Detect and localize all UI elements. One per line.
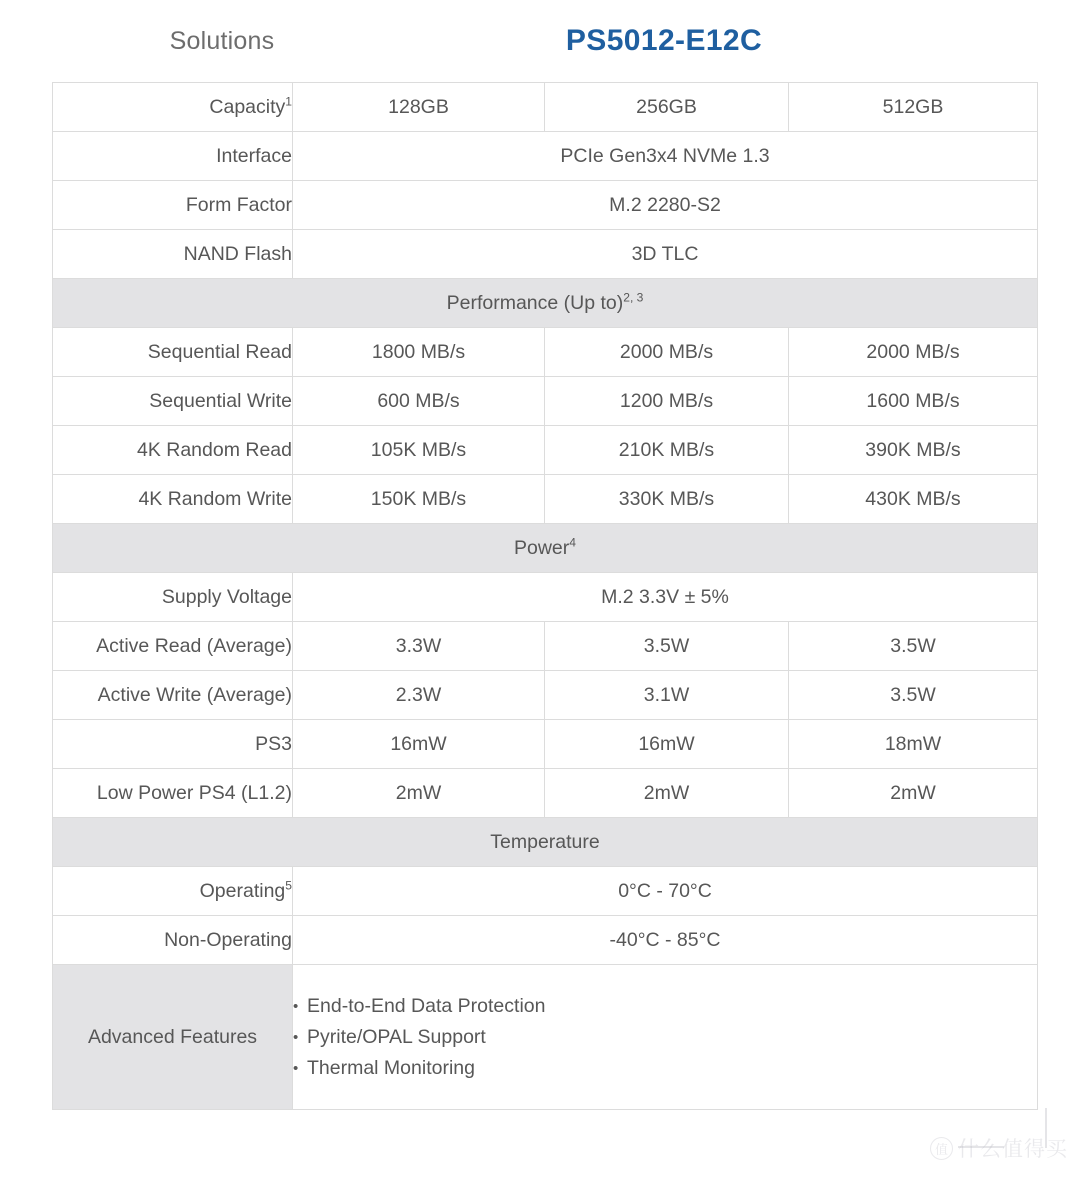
row-label-interface: Interface xyxy=(53,132,293,181)
low-power-ps4-128: 2mW xyxy=(293,769,545,818)
table-row-4k-random-write xyxy=(53,475,1038,524)
table-row-supply-voltage xyxy=(53,573,1038,622)
row-label-advanced-features: Advanced Features xyxy=(53,965,293,1110)
sequential-read-256: 2000 MB/s xyxy=(545,328,789,377)
section-header-power-text: Power xyxy=(514,536,570,559)
page-header xyxy=(0,0,1080,82)
table-row-advanced-features xyxy=(53,965,1038,1110)
ps3-128: 16mW xyxy=(293,720,545,769)
table-row-ps3 xyxy=(53,720,1038,769)
footnote-marker-4: 4 xyxy=(569,535,576,549)
row-label-sequential-write: Sequential Write xyxy=(53,377,293,426)
row-label-operating-text: Operating xyxy=(199,879,286,902)
row-label-capacity xyxy=(53,83,293,132)
row-label-nand-flash: NAND Flash xyxy=(53,230,293,279)
watermark-badge-icon: 值 xyxy=(930,1137,953,1160)
row-label-form-factor: Form Factor xyxy=(53,181,293,230)
footnote-marker-1: 1 xyxy=(285,94,292,108)
section-header-performance-text: Performance (Up to) xyxy=(446,291,624,314)
list-item: • Pyrite/OPAL Support xyxy=(293,1022,1037,1053)
watermark-text: 什么值得买 xyxy=(958,1137,1068,1161)
solutions-label: Solutions xyxy=(169,26,275,55)
row-label-active-write: Active Write (Average) xyxy=(53,671,293,720)
active-read-128: 3.3W xyxy=(293,622,545,671)
operating-temperature-value: 0°C - 70°C xyxy=(293,867,1038,916)
non-operating-temperature-value: -40°C - 85°C xyxy=(293,916,1038,965)
table-row-sequential-write xyxy=(53,377,1038,426)
advanced-features-list xyxy=(293,991,1037,1084)
watermark xyxy=(930,1133,1068,1163)
form-factor-value: M.2 2280-S2 xyxy=(293,181,1038,230)
row-label-operating xyxy=(53,867,293,916)
active-write-128: 2.3W xyxy=(293,671,545,720)
active-read-256: 3.5W xyxy=(545,622,789,671)
nand-flash-value: 3D TLC xyxy=(293,230,1038,279)
table-row-form-factor xyxy=(53,181,1038,230)
sequential-write-512: 1600 MB/s xyxy=(789,377,1038,426)
table-row-sequential-read xyxy=(53,328,1038,377)
capacity-value-256: 256GB xyxy=(545,83,789,132)
low-power-ps4-512: 2mW xyxy=(789,769,1038,818)
sequential-write-256: 1200 MB/s xyxy=(545,377,789,426)
capacity-value-512: 512GB xyxy=(789,83,1038,132)
row-label-capacity-text: Capacity xyxy=(209,95,286,118)
4k-random-write-256: 330K MB/s xyxy=(545,475,789,524)
sequential-read-512: 2000 MB/s xyxy=(789,328,1038,377)
table-row-capacity xyxy=(53,83,1038,132)
row-label-supply-voltage: Supply Voltage xyxy=(53,573,293,622)
ps3-512: 18mW xyxy=(789,720,1038,769)
table-row-interface xyxy=(53,132,1038,181)
table-row-nand-flash xyxy=(53,230,1038,279)
ps3-256: 16mW xyxy=(545,720,789,769)
watermark-bracket-horizontal xyxy=(958,1146,1004,1148)
active-write-512: 3.5W xyxy=(789,671,1038,720)
row-label-ps3: PS3 xyxy=(53,720,293,769)
row-label-4k-random-read: 4K Random Read xyxy=(53,426,293,475)
footnote-marker-2-3: 2, 3 xyxy=(623,290,644,304)
capacity-value-128: 128GB xyxy=(293,83,545,132)
table-row-low-power-ps4 xyxy=(53,769,1038,818)
interface-value: PCIe Gen3x4 NVMe 1.3 xyxy=(293,132,1038,181)
table-row-non-operating xyxy=(53,916,1038,965)
sequential-read-128: 1800 MB/s xyxy=(293,328,545,377)
active-write-256: 3.1W xyxy=(545,671,789,720)
supply-voltage-value: M.2 3.3V ± 5% xyxy=(293,573,1038,622)
section-header-performance xyxy=(53,279,1038,328)
4k-random-write-128: 150K MB/s xyxy=(293,475,545,524)
section-header-temperature: Temperature xyxy=(53,818,1038,867)
page-title: PS5012-E12C xyxy=(565,24,763,57)
table-row-4k-random-read xyxy=(53,426,1038,475)
row-label-active-read: Active Read (Average) xyxy=(53,622,293,671)
row-label-sequential-read: Sequential Read xyxy=(53,328,293,377)
table-row-active-write xyxy=(53,671,1038,720)
active-read-512: 3.5W xyxy=(789,622,1038,671)
table-row-operating xyxy=(53,867,1038,916)
specifications-table xyxy=(52,82,1038,1110)
sequential-write-128: 600 MB/s xyxy=(293,377,545,426)
row-label-low-power-ps4: Low Power PS4 (L1.2) xyxy=(53,769,293,818)
list-item: • End-to-End Data Protection xyxy=(293,991,1037,1022)
section-header-temperature-row xyxy=(53,818,1038,867)
section-header-power-row xyxy=(53,524,1038,573)
spec-table-container xyxy=(52,82,1037,1110)
row-label-4k-random-write: 4K Random Write xyxy=(53,475,293,524)
table-row-active-read xyxy=(53,622,1038,671)
4k-random-read-128: 105K MB/s xyxy=(293,426,545,475)
section-header-performance-row xyxy=(53,279,1038,328)
4k-random-write-512: 430K MB/s xyxy=(789,475,1038,524)
row-label-non-operating: Non-Operating xyxy=(53,916,293,965)
4k-random-read-256: 210K MB/s xyxy=(545,426,789,475)
watermark-bracket-vertical xyxy=(1045,1108,1047,1148)
low-power-ps4-256: 2mW xyxy=(545,769,789,818)
list-item: • Thermal Monitoring xyxy=(293,1053,1037,1084)
section-header-power xyxy=(53,524,1038,573)
advanced-features-cell xyxy=(293,965,1038,1110)
4k-random-read-512: 390K MB/s xyxy=(789,426,1038,475)
footnote-marker-5: 5 xyxy=(285,878,292,892)
